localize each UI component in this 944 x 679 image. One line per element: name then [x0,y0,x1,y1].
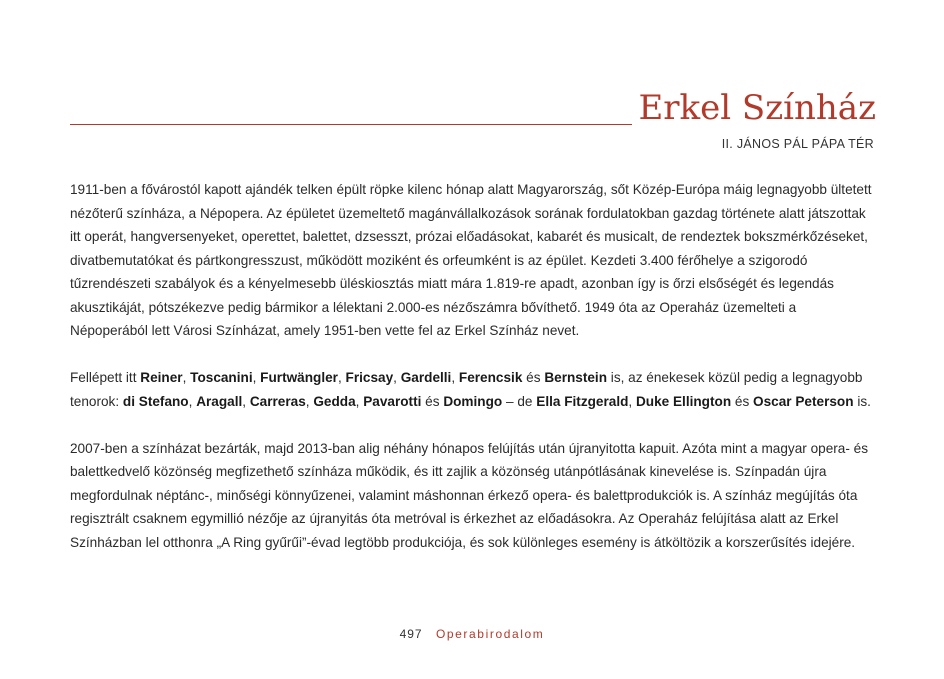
performers-end-text: is. [857,393,871,409]
address-subtitle: II. JÁNOS PÁL PÁPA TÉR [721,137,874,151]
dash-text: – de [506,393,533,409]
header-rule [70,124,632,125]
performer-name: Toscanini [190,370,253,385]
paragraph-history: 1911-ben a fővárostól kapott ajándék telken épült röpke kilenc hónap alatt Magyarország, sőt Közép-Európa máig legnagyobb ültetett nézőterű színháza, a Népopera. Az épületet üzemeltető magánvállalkozások sorának fordulatokban gazdag története alatt játszottak itt operát, hangversenyeket, operettet, balettet, dzsesszt, prózai előadásokat, kabarét és musicalt, de rendeztek bokszmérkőzéseket, divatbemutatókat és pártkongresszust, működött moziként és orfeumként is az épület. Kezdeti 3.400 férőhelye a szigorodó tűzrendészeti szabályok és a kényelmesebb üléskiosztás miatt mára 1.819-re apadt, azonban így is őrzi elsőségét és legendás akusztikáját, pótszékezve pedig bármikor a lélektani 2.000-es nézőszámra bővíthető. 1949 óta az Operaház üzemelteti a Népoperából lett Városi Színházat, amely 1951-ben vette fel az Erkel Színház nevet. [70,182,872,338]
performer-name: Gedda [313,393,356,409]
performer-name: Domingo [443,393,503,409]
performer-name: Reiner [140,370,183,385]
performer-name: Pavarotti [363,393,422,409]
performer-name: Aragall [196,393,243,409]
performer-name: Bernstein [544,370,608,385]
performer-name: Gardelli [400,370,452,385]
performer-name: Oscar Peterson [753,393,854,409]
page-number: 497 [399,627,423,641]
conjunction-text: és [526,370,541,385]
performers-mid-text: is, az énekesek közül pedig a legnagyobb tenorok: [70,370,863,409]
conjunction-text: és [734,393,750,409]
performer-name: Carreras [249,393,306,409]
page-footer [0,627,944,641]
paragraph-recent: 2007-ben a színházat bezárták, majd 2013-ban alig néhány hónapos felújítás után újranyitotta kapuit. Azóta mint a magyar opera- és balettkedvelő közönség megfizethető színháza működik, és itt zajlik a közönség utánpótlásának kinevelése is. Színpadán újra megfordulnak néptánc-, minőségi könnyűzenei, valamint máshonnan érkező opera- és balettprodukciók is. A színház megújítás óta regisztrált csaknem egymillió nézője az újranyitás óta metróval is érkezhet az előadásokra. Az Operaház felújítása alatt az Erkel Színházban lel otthonra „A Ring gyűrűi”-évad legtöbb produkciója, és sok különleges esemény is átköltözik a korszerűsítés idejére. [70,440,869,550]
book-title: Operabirodalom [435,627,545,641]
performer-name: Fricsay [345,370,394,385]
article-body [70,178,876,578]
performer-name: di Stefano [122,393,189,409]
conjunction-text: és [425,393,440,409]
performer-name: Furtwängler [260,370,338,385]
paragraph-performers: Fellépett itt Reiner, Toscanini, Furtwängler, Fricsay, Gardelli, Ferencsik és Bernstein is, az énekesek közül pedig a legnagyobb tenorok: di Stefano, Aragall, Carreras, Gedda, Pavarotti és Domingo – de Ella Fitzgerald, Duke Ellington és Oscar Peterson is. [70,370,871,409]
performer-name: Ella Fitzgerald [536,393,629,409]
performer-name: Ferencsik [458,370,523,385]
performer-name: Duke Ellington [635,393,732,409]
page-title: Erkel Színház [638,88,876,128]
performers-intro: Fellépett itt [70,370,137,385]
